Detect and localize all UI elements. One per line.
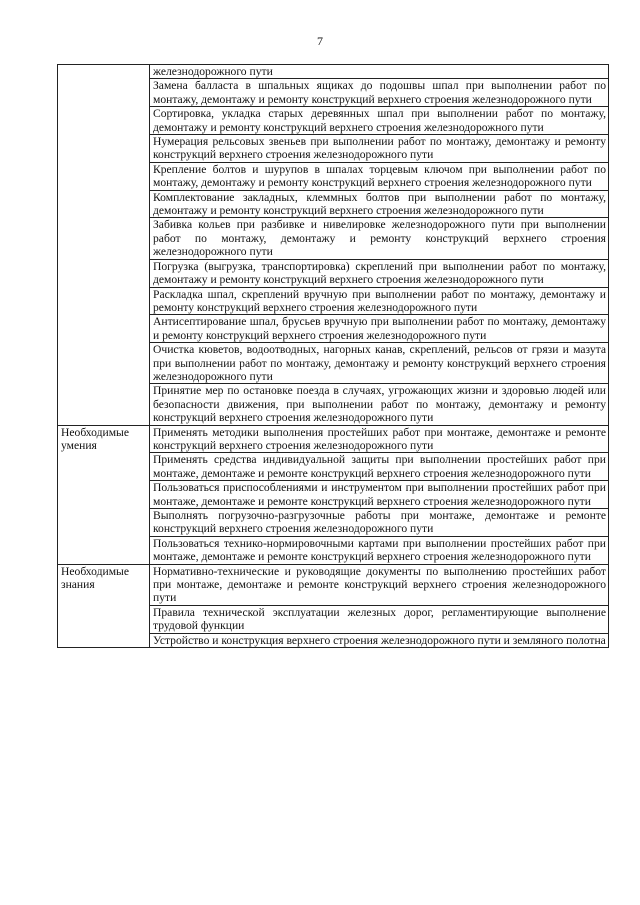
- table-row: [58, 564, 609, 605]
- table-row: [58, 425, 609, 453]
- requirement-text: Антисептирование шпал, брусьев вручную при выполнении работ по монтажу, демонтажу и ремонту конструкций верхнего строения железнодорожного пути: [150, 315, 609, 343]
- requirement-text: Правила технической эксплуатации железных дорог, регламентирующие выполнение трудовой функции: [150, 605, 609, 633]
- section-label: Необходимые умения: [58, 425, 150, 564]
- requirement-text: Погрузка (выгрузка, транспортировка) скреплений при выполнении работ по монтажу, демонтажу и ремонту конструкций верхнего строения железнодорожного пути: [150, 259, 609, 287]
- requirement-text: Замена балласта в шпальных ящиках до подошвы шпал при выполнении работ по монтажу, демонтажу и ремонту конструкций верхнего строения железнодорожного пути: [150, 79, 609, 107]
- requirement-text: Пользоваться приспособлениями и инструментом при выполнении простейших работ при монтаже, демонтаже и ремонте конструкций верхнего строения железнодорожного пути: [150, 481, 609, 509]
- requirement-text: Нормативно-технические и руководящие документы по выполнению простейших работ при монтаже, демонтаже и ремонте конструкций верхнего строения железнодорожного пути: [150, 564, 609, 605]
- requirement-text: Принятие мер по остановке поезда в случаях, угрожающих жизни и здоровью людей или безопасности движения, при выполнении работ по монтажу, демонтажу и ремонту конструкций верхнего строения железнодорожного пути: [150, 384, 609, 425]
- section-label: Необходимые знания: [58, 564, 150, 647]
- section-label: [58, 65, 150, 426]
- requirement-text: Применять методики выполнения простейших работ при монтаже, демонтаже и ремонте конструкций верхнего строения железнодорожного пути: [150, 425, 609, 453]
- requirement-text: железнодорожного пути: [150, 65, 609, 79]
- requirement-text: Применять средства индивидуальной защиты при выполнении простейших работ при монтаже, демонтаже и ремонте конструкций верхнего строения железнодорожного пути: [150, 453, 609, 481]
- page-number: 7: [317, 34, 323, 48]
- requirement-text: Комплектование закладных, клеммных болтов при выполнении работ по монтажу, демонтажу и ремонту конструкций верхнего строения железнодорожного пути: [150, 190, 609, 218]
- requirement-text: Выполнять погрузочно-разгрузочные работы при монтаже, демонтаже и ремонте конструкций верхнего строения железнодорожного пути: [150, 509, 609, 537]
- requirements-table-body: [58, 65, 609, 648]
- table-row: [58, 65, 609, 79]
- requirement-text: Сортировка, укладка старых деревянных шпал при выполнении работ по монтажу, демонтажу и ремонту конструкций верхнего строения железнодорожного пути: [150, 107, 609, 135]
- requirements-table: [57, 64, 609, 648]
- requirement-text: Забивка кольев при разбивке и нивелировке железнодорожного пути при выполнении работ по монтажу, демонтажу и ремонту конструкций верхнего строения железнодорожного пути: [150, 218, 609, 259]
- requirement-text: Нумерация рельсовых звеньев при выполнении работ по монтажу, демонтажу и ремонту конструкций верхнего строения железнодорожного пути: [150, 135, 609, 163]
- requirement-text: Пользоваться технико-нормировочными картами при выполнении простейших работ при монтаже, демонтаже и ремонте конструкций верхнего строения железнодорожного пути: [150, 536, 609, 564]
- requirement-text: Крепление болтов и шурупов в шпалах торцевым ключом при выполнении работ по монтажу, демонтажу и ремонту конструкций верхнего строения железнодорожного пути: [150, 162, 609, 190]
- requirement-text: Очистка кюветов, водоотводных, нагорных канав, скреплений, рельсов от грязи и мазута при выполнении работ по монтажу, демонтажу и ремонту конструкций верхнего строения железнодорожного пути: [150, 343, 609, 384]
- requirement-text: Раскладка шпал, скреплений вручную при выполнении работ по монтажу, демонтажу и ремонту конструкций верхнего строения железнодорожного пути: [150, 287, 609, 315]
- requirement-text: Устройство и конструкция верхнего строения железнодорожного пути и земляного полотна: [150, 633, 609, 647]
